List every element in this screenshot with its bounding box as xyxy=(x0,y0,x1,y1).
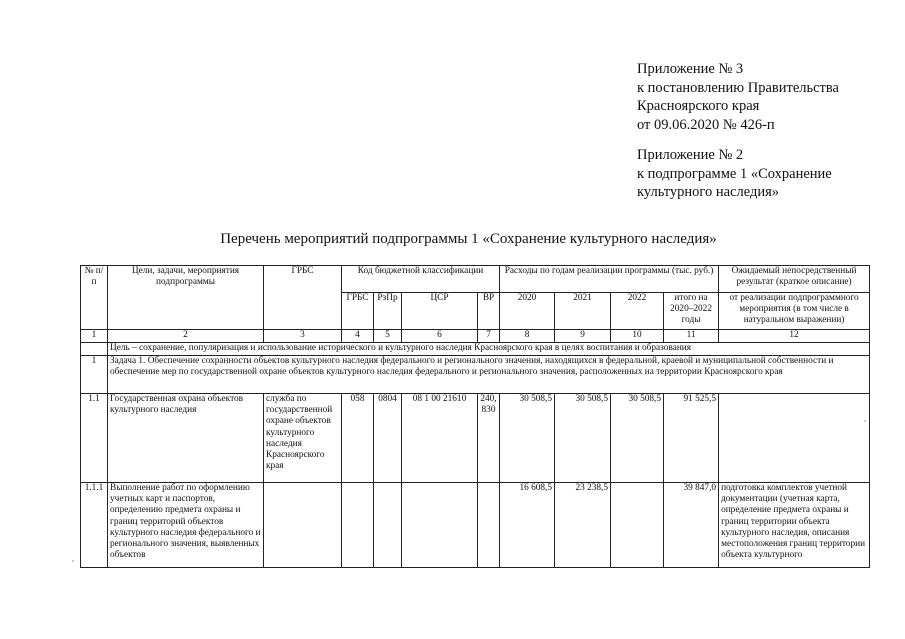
header-grbs: ГРБС xyxy=(264,266,342,330)
table-row xyxy=(81,483,870,568)
appendix-3-block xyxy=(637,60,839,134)
row-vr: 240, 830 xyxy=(478,394,500,483)
row-name: Выполнение работ по оформлению учетных карт и паспортов, определению предмета охраны и границ территорий объектов культурного наследия федерального и регионального значения, выявленных объектов xyxy=(108,483,264,568)
appendix-3-line: к постановлению Правительства xyxy=(637,79,839,96)
row-2021: 30 508,5 xyxy=(555,394,611,483)
goal-num-cell xyxy=(81,343,108,356)
column-number: 2 xyxy=(108,330,264,343)
column-number: 7 xyxy=(478,330,500,343)
scan-speck xyxy=(864,420,866,422)
row-result xyxy=(719,394,870,483)
appendix-2-line: к подпрограмме 1 «Сохранение xyxy=(637,165,832,182)
scan-speck xyxy=(72,560,74,562)
row-csr: 08 1 00 21610 xyxy=(402,394,478,483)
row-rzpr xyxy=(374,483,402,568)
appendix-2-line: Приложение № 2 xyxy=(637,147,744,163)
row-total: 91 525,5 xyxy=(664,394,719,483)
row-csr xyxy=(402,483,478,568)
column-number: 5 xyxy=(374,330,402,343)
header-num: № п/п xyxy=(81,266,108,330)
column-number: 11 xyxy=(664,330,719,343)
appendix-3-line: от 09.06.2020 № 426-п xyxy=(637,116,775,133)
appendix-3-line: Приложение № 3 xyxy=(637,61,744,77)
header-2022: 2022 xyxy=(611,293,664,330)
column-number: 10 xyxy=(611,330,664,343)
header-budget-code: Код бюджетной классификации xyxy=(342,266,500,293)
column-number: 6 xyxy=(402,330,478,343)
goal-row xyxy=(81,343,870,356)
header-grbs-code: ГРБС xyxy=(342,293,374,330)
header-result: Ожидаемый непосредственный результат (краткое описание) xyxy=(719,266,870,293)
appendix-3-line: Красноярского края xyxy=(637,98,760,114)
row-grbs: служба по государственной охране объектов культурного наследия Красноярского края xyxy=(264,394,342,483)
row-2022: 30 508,5 xyxy=(611,394,664,483)
header-rzpr: РзПр xyxy=(374,293,402,330)
activities-table xyxy=(80,265,870,568)
row-grbs-code xyxy=(342,483,374,568)
task-row xyxy=(81,356,870,394)
document-title-wrap xyxy=(0,231,905,248)
appendix-2-line: культурного наследия» xyxy=(637,184,780,200)
header-row xyxy=(81,266,870,293)
row-vr xyxy=(478,483,500,568)
row-grbs-code: 058 xyxy=(342,394,374,483)
task-num: 1 xyxy=(81,356,108,394)
header-goals: Цели, задачи, мероприятия подпрограммы xyxy=(108,266,264,330)
row-2022 xyxy=(611,483,664,568)
column-number: 1 xyxy=(81,330,108,343)
header-total: итого на 2020–2022 годы xyxy=(664,293,719,330)
row-num: 1.1 xyxy=(81,394,108,483)
column-number: 12 xyxy=(719,330,870,343)
row-2021: 23 238,5 xyxy=(555,483,611,568)
row-2020: 16 608,5 xyxy=(500,483,555,568)
header-vr: ВР xyxy=(478,293,500,330)
column-number: 8 xyxy=(500,330,555,343)
row-num: 1.1.1 xyxy=(81,483,108,568)
column-number-row xyxy=(81,330,870,343)
header-result-detail: от реализации подпрограммного мероприятия (в том числе в натуральном выражении) xyxy=(719,293,870,330)
goal-text: Цель – сохранение, популяризация и использование исторического и культурного наследия Красноярского края в целях воспитания и образования xyxy=(108,343,870,356)
row-rzpr: 0804 xyxy=(374,394,402,483)
column-number: 3 xyxy=(264,330,342,343)
header-expenses: Расходы по годам реализации программы (тыс. руб.) xyxy=(500,266,719,293)
column-number: 9 xyxy=(555,330,611,343)
task-text: Задача 1. Обеспечение сохранности объектов культурного наследия федерального и регионального значения, находящихся в федеральной, краевой и муниципальной собственности и обеспечение мер по государственной охране объектов культурного наследия федерального и регионального значения, расположенных на территории Красноярского края xyxy=(108,356,870,394)
row-grbs xyxy=(264,483,342,568)
row-result: подготовка комплектов учетной документации (учетная карта, определение предмета охраны и границ территории объекта культурного наследия, описания местоположения границ территории объекта культурного xyxy=(719,483,870,568)
row-2020: 30 508,5 xyxy=(500,394,555,483)
table-row xyxy=(81,394,870,483)
column-number: 4 xyxy=(342,330,374,343)
document-title: Перечень мероприятий подпрограммы 1 «Сохранение культурного наследия» xyxy=(220,231,717,247)
header-2021: 2021 xyxy=(555,293,611,330)
row-total: 39 847,0 xyxy=(664,483,719,568)
appendix-2-block xyxy=(637,146,832,202)
row-name: Государственная охрана объектов культурного наследия xyxy=(108,394,264,483)
header-2020: 2020 xyxy=(500,293,555,330)
header-csr: ЦСР xyxy=(402,293,478,330)
